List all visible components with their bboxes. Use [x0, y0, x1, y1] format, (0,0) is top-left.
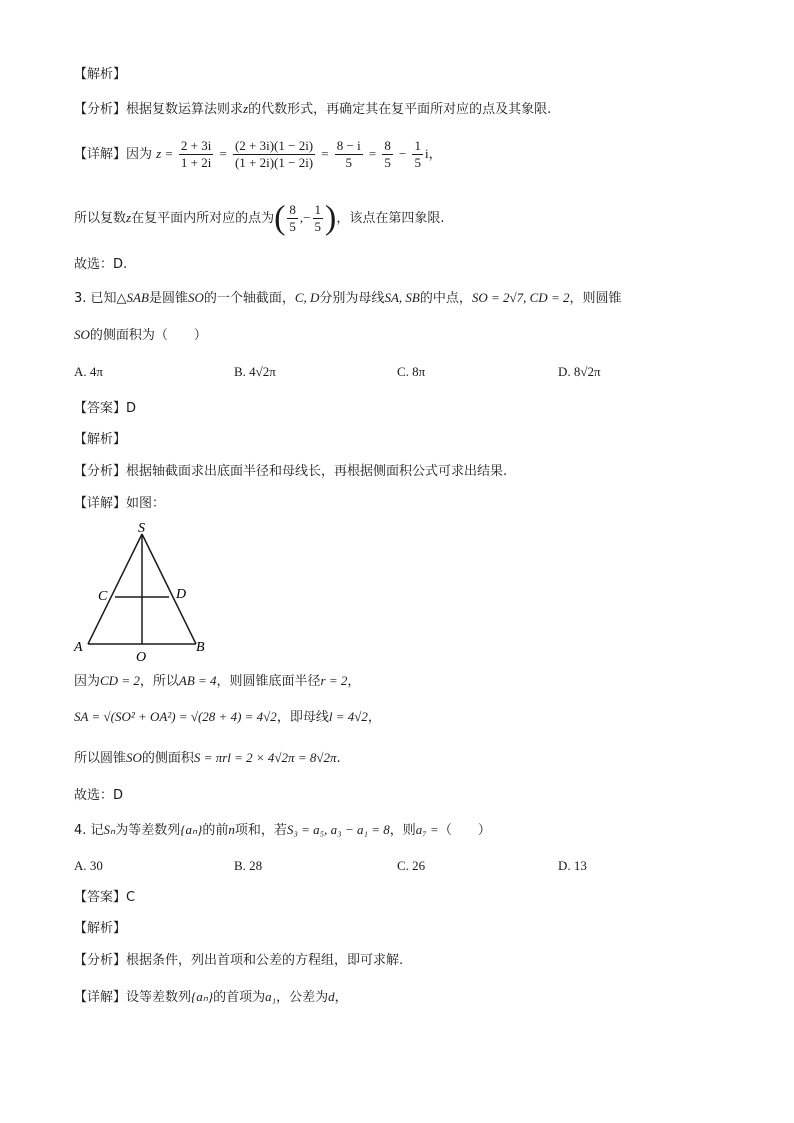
text: ，即母线: [276, 710, 329, 725]
math: d: [328, 989, 335, 1004]
numerator: 1: [314, 202, 322, 217]
tag-analysis: 【分析】: [74, 953, 127, 968]
minus-sign: −: [398, 146, 407, 161]
text: 的代数形式，再确定其在复平面所对应的点及其象限.: [248, 102, 552, 117]
var-z: z: [126, 210, 132, 225]
text: 的中点，: [419, 291, 472, 306]
math: n: [228, 822, 235, 837]
math-sab: SAB: [126, 290, 149, 305]
tag-analysis: 【分析】: [74, 464, 127, 479]
text: 为等差数列: [115, 823, 181, 838]
math: a₇ =: [415, 822, 439, 837]
choice-line-3: 故选：D: [74, 788, 124, 803]
label-s: S: [138, 521, 145, 536]
equals-sign: =: [368, 146, 377, 161]
analysis-3: [74, 463, 507, 481]
var-z: z: [243, 101, 249, 116]
comma-minus: ,−: [299, 210, 311, 225]
text: 因为: [74, 674, 101, 689]
detail-4: [74, 988, 348, 1007]
text: 根据轴截面求出底面半径和母线长，再根据侧面积公式可求出结果.: [126, 464, 508, 479]
imag-unit: i，: [424, 146, 442, 161]
text: ，则: [389, 823, 416, 838]
detail-3: [74, 495, 165, 513]
math: l = 4√2: [328, 709, 368, 724]
numerator: 8: [289, 202, 296, 217]
denominator: 5: [414, 155, 421, 170]
text: 的侧面积为（ ）: [89, 328, 207, 343]
fraction-x: [287, 202, 298, 235]
text: 的前: [202, 823, 229, 838]
text: ，则圆锥底面半径: [216, 674, 321, 689]
text: 4. 记: [74, 823, 104, 838]
question-4: [74, 821, 491, 840]
text: ，: [367, 710, 381, 725]
text: ，该点在第四象限.: [336, 211, 445, 226]
text: ，公差为: [276, 990, 329, 1005]
denominator: 5: [314, 219, 322, 234]
math-so: SO: [74, 327, 90, 342]
analysis-line: [74, 100, 551, 119]
text: ，: [334, 990, 348, 1005]
tag-detail: 【详解】: [74, 496, 127, 511]
text: （ ）: [438, 823, 491, 838]
math: SO: [126, 750, 142, 765]
tag-detail: 【详解】: [74, 990, 127, 1005]
numerator: 2 + 3i: [180, 138, 212, 153]
math: {aₙ}: [191, 989, 214, 1004]
analysis-4: [74, 952, 403, 970]
math-formula: S = πrl = 2 × 4√2π = 8√2π: [193, 750, 337, 765]
label-b: B: [196, 640, 205, 655]
triangle-diagram: [72, 518, 222, 666]
solution-line-2: [74, 708, 381, 727]
math: a₁: [265, 989, 277, 1004]
fraction-2: [233, 138, 315, 171]
text: 分别为母线: [319, 291, 385, 306]
point-line: [74, 196, 444, 241]
denominator: 5: [345, 155, 352, 170]
option-c: C. 8π: [397, 364, 426, 379]
numerator: 8 − i: [336, 138, 361, 153]
text: 根据复数运算法则求: [126, 102, 244, 117]
solution-line-3: [74, 749, 341, 768]
text: 是圆锥: [148, 291, 188, 306]
tag-analysis: 【分析】: [74, 102, 127, 117]
text: 如图：: [126, 496, 166, 511]
math: Sₙ: [103, 822, 116, 837]
option-4-c: C. 26: [397, 858, 426, 873]
label-c: C: [98, 589, 108, 604]
denominator: (1 + 2i)(1 − 2i): [234, 155, 314, 170]
text: 所以圆锥: [74, 751, 127, 766]
label-a: A: [74, 640, 83, 655]
option-4-a: A. 30: [74, 858, 103, 873]
text: 3. 已知△: [74, 291, 127, 306]
math: {aₙ}: [180, 822, 203, 837]
option-4-b: B. 28: [234, 858, 263, 873]
equals-sign: =: [219, 146, 227, 161]
option-4-d: D. 13: [558, 858, 587, 873]
numerator: 1: [414, 138, 421, 153]
text: 设等差数列: [126, 990, 192, 1005]
section-label-analysis-3: 【解析】: [74, 432, 127, 447]
tag-detail: 【详解】: [74, 147, 127, 162]
detail-line-fractions: [74, 134, 442, 175]
fraction-3: [335, 138, 363, 171]
edge-sa: [88, 534, 142, 644]
math: r = 2: [320, 673, 348, 688]
numerator: 8: [384, 138, 391, 153]
option-d: D. 8√2π: [558, 364, 601, 379]
math-so: SO: [187, 290, 204, 305]
denominator: 1 + 2i: [180, 155, 212, 170]
math-condition: SO = 2√7, CD = 2: [471, 290, 570, 305]
fraction-y: [313, 202, 324, 235]
text: 因为: [126, 147, 153, 162]
label-o: O: [136, 650, 147, 665]
text: 根据条件，列出首项和公差的方程组，即可求解.: [126, 953, 404, 968]
question-3-line-1: [74, 289, 622, 308]
text: ，则圆锥: [569, 291, 622, 306]
label-d: D: [176, 587, 187, 602]
fraction-4: [382, 138, 393, 171]
text: ，: [347, 674, 361, 689]
math: CD = 2: [100, 673, 140, 688]
fraction-5: [412, 138, 423, 171]
var-z: z: [156, 146, 162, 161]
text: 所以复数: [74, 211, 127, 226]
choice-line: 故选：D.: [74, 257, 128, 272]
cone-cross-section-figure: [72, 518, 222, 670]
text: 的侧面积: [141, 751, 194, 766]
text: .: [336, 751, 341, 766]
section-label-analysis-4: 【解析】: [74, 921, 127, 936]
right-paren: ): [325, 199, 337, 237]
math-sasb: SA, SB: [384, 290, 420, 305]
math-condition: S₃ = a₅, a₃ − a₁ = 8: [286, 822, 390, 837]
text: 项和，若: [234, 823, 287, 838]
text: ，所以: [139, 674, 179, 689]
text: 在复平面内所对应的点为: [131, 211, 275, 226]
answer-4: 【答案】C: [74, 890, 136, 905]
edge-sb: [142, 534, 196, 644]
denominator: 5: [384, 155, 391, 170]
math: AB = 4: [178, 673, 217, 688]
text: 的一个轴截面，: [203, 291, 295, 306]
text: 的首项为: [213, 990, 266, 1005]
math-formula: SA = √(SO² + OA²) = √(28 + 4) = 4√2: [74, 709, 277, 724]
numerator: (2 + 3i)(1 − 2i): [234, 138, 314, 153]
math-cd: C, D: [294, 290, 320, 305]
section-label-analysis: 【解析】: [74, 67, 127, 82]
answer-3: 【答案】D: [74, 401, 137, 416]
option-a: A. 4π: [74, 364, 103, 379]
option-b: B. 4√2π: [234, 364, 276, 379]
question-3-line-2: [74, 326, 207, 345]
equals-sign: =: [321, 146, 329, 161]
left-paren: (: [274, 199, 286, 237]
denominator: 5: [289, 219, 296, 234]
equals-sign: =: [165, 146, 173, 161]
solution-line-1: [74, 672, 360, 691]
fraction-1: [179, 138, 213, 171]
